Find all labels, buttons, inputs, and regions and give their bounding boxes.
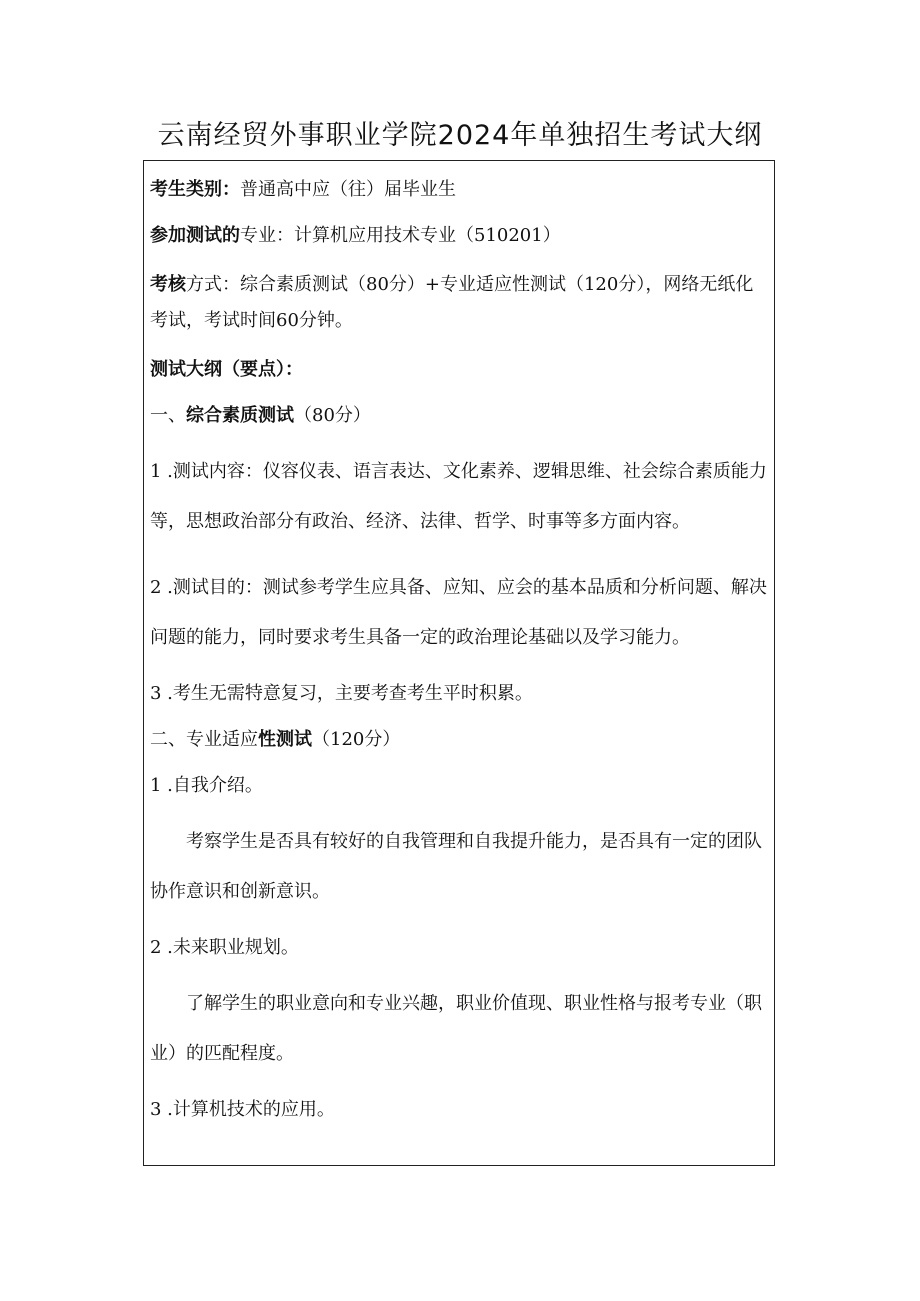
major-value: 计算机应用技术专业（510201） <box>294 225 561 246</box>
category-label: 考生类别： <box>150 179 240 200</box>
section1-suffix: （80分） <box>294 405 371 426</box>
section1-item-2: 2 .测试目的：测试参考学生应具备、应知、应会的基本品质和分析问题、解决问题的能力，同时要求考生具备一定的政治理论基础以及学习能力。 <box>150 577 767 648</box>
major-label-rest: 专业： <box>240 225 294 246</box>
section1-heading <box>150 401 768 431</box>
section2-item-3-title: 3 .计算机技术的应用。 <box>150 1099 335 1120</box>
section2-heading <box>150 725 768 755</box>
section1-item-3: 3 .考生无需特意复习，主要考查考生平时积累。 <box>150 683 533 704</box>
section2-item-2-title: 2 .未来职业规划。 <box>150 937 299 958</box>
section2-item-1-body: 考察学生是否具有较好的自我管理和自我提升能力，是否具有一定的团队协作意识和创新意识。 <box>150 831 762 902</box>
outline-heading: 测试大纲（要点）： <box>150 359 303 380</box>
section2-prefix: 二、专业适应 <box>150 729 258 750</box>
section2-title: 性测试 <box>258 729 312 750</box>
method-line <box>150 267 768 339</box>
major-line <box>150 221 768 251</box>
method-label-bold: 考核 <box>150 274 186 295</box>
section1-item-1: 1 .测试内容：仪容仪表、语言表达、文化素养、逻辑思维、社会综合素质能力等，思想政治部分有政治、经济、法律、哲学、时事等多方面内容。 <box>150 461 767 532</box>
outline-frame <box>143 160 775 1166</box>
section2-suffix: （120分） <box>312 729 401 750</box>
section2-item-1-title: 1 .自我介绍。 <box>150 775 263 796</box>
section1-prefix: 一、 <box>150 405 186 426</box>
section2-item-2-body: 了解学生的职业意向和专业兴趣，职业价值现、职业性格与报考专业（职业）的匹配程度。 <box>150 993 762 1064</box>
major-label-bold: 参加测试的 <box>150 225 240 246</box>
section1-title: 综合素质测试 <box>186 405 294 426</box>
document-title: 云南经贸外事职业学院2024年单独招生考试大纲 <box>157 120 763 151</box>
category-value: 普通高中应（往）届毕业生 <box>240 179 456 200</box>
category-line <box>150 175 768 205</box>
method-value: 综合素质测试（80分）+专业适应性测试（120分），网络无纸化考试，考试时间60分钟。 <box>150 274 754 331</box>
method-label-rest: 方式： <box>186 274 240 295</box>
